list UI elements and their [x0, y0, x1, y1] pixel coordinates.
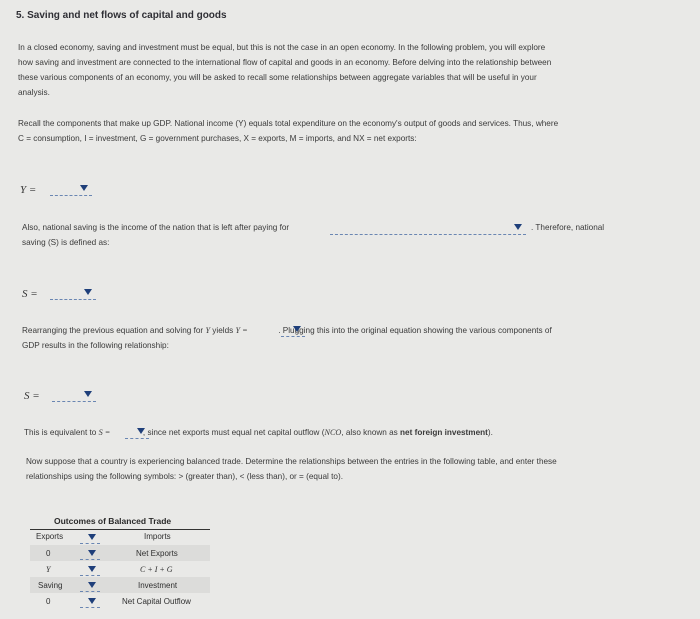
rearranging-pre: Rearranging the previous equation and solving for — [22, 326, 204, 335]
chevron-down-icon — [514, 224, 522, 230]
nco-symbol: NCO — [324, 428, 342, 437]
intro-line-3: these various components of an economy, you will be asked to recall some relationships between aggregate variables that will be useful in your — [18, 73, 537, 82]
relation-dropdown-header[interactable] — [80, 533, 100, 544]
chevron-down-icon — [84, 391, 92, 397]
equivalent-end: ). — [487, 428, 493, 437]
row4-left: 0 — [46, 597, 51, 606]
table-top-rule — [30, 529, 210, 530]
y-symbol: Y — [205, 326, 210, 335]
row3-left: Saving — [38, 581, 63, 590]
s-equals: S = — [98, 428, 111, 437]
eq2-label: S = — [22, 288, 38, 300]
equivalent-line — [24, 425, 493, 440]
y-equals: Y = — [235, 326, 248, 335]
also-tail: . Therefore, national — [531, 223, 605, 232]
eq3-dropdown[interactable] — [52, 389, 96, 402]
row1-left: 0 — [46, 549, 51, 558]
eq2-dropdown[interactable] — [50, 287, 96, 300]
relation-dropdown-3[interactable] — [80, 581, 100, 592]
table-row-shade — [30, 545, 210, 561]
header-exports: Exports — [36, 532, 64, 541]
y-solution-dropdown[interactable] — [281, 324, 305, 337]
recall-line-1: Recall the components that make up GDP. National income (Y) equals total expenditure on the economy's output of goods and services. Thus, where — [18, 119, 559, 128]
intro-line-2: how saving and investment are connected to the international flow of capital and goods in an economy. Before delving into the relationship between — [18, 58, 552, 67]
row3-right: Investment — [138, 581, 178, 590]
also-line-2: saving (S) is defined as: — [22, 238, 110, 247]
chevron-down-icon — [88, 598, 96, 604]
page-title: 5. Saving and net flows of capital and goods — [16, 10, 227, 21]
also-line-1: Also, national saving is the income of the nation that is left after paying for — [22, 223, 290, 232]
chevron-down-icon — [293, 326, 301, 332]
table-title: Outcomes of Balanced Trade — [54, 516, 172, 526]
recall-paragraph — [18, 116, 688, 146]
yields-text: yields — [212, 326, 234, 335]
intro-line-1: In a closed economy, saving and investment must be equal, but this is not the case in an open economy. In the following problem, you will explore — [18, 43, 546, 52]
relation-dropdown-4[interactable] — [80, 597, 100, 608]
s-equivalent-dropdown[interactable] — [125, 426, 149, 439]
eq1-dropdown[interactable] — [50, 183, 92, 196]
row2-left: Y — [46, 565, 51, 574]
chevron-down-icon — [84, 289, 92, 295]
chevron-down-icon — [88, 534, 96, 540]
intro-line-4: analysis. — [18, 88, 50, 97]
intro-paragraph — [18, 40, 688, 100]
row1-right: Net Exports — [136, 549, 178, 558]
chevron-down-icon — [88, 550, 96, 556]
rearranging-line-1 — [22, 323, 692, 338]
rearranging-post: . Plugging this into the original equation showing the various components of — [278, 326, 552, 335]
now-paragraph — [26, 454, 696, 484]
eq3-label: S = — [24, 390, 40, 402]
recall-line-2: C = consumption, I = investment, G = government purchases, X = exports, M = imports, and NX = net exports: — [18, 134, 417, 143]
chevron-down-icon — [88, 566, 96, 572]
equivalent-mid2: , also known as — [341, 428, 398, 437]
chevron-down-icon — [80, 185, 88, 191]
chevron-down-icon — [137, 428, 145, 434]
rearranging-line-2: GDP results in the following relationship: — [22, 341, 169, 350]
header-imports: Imports — [144, 532, 171, 541]
relation-dropdown-1[interactable] — [80, 549, 100, 560]
net-foreign-investment: net foreign investment — [400, 428, 488, 437]
now-line-2: relationships using the following symbols: > (greater than), < (less than), or = (equal to). — [26, 472, 343, 481]
equivalent-pre: This is equivalent to — [24, 428, 97, 437]
relation-dropdown-2[interactable] — [80, 565, 100, 576]
chevron-down-icon — [88, 582, 96, 588]
saving-definition-dropdown[interactable] — [330, 222, 526, 235]
eq1-label: Y = — [20, 184, 37, 196]
now-line-1: Now suppose that a country is experiencing balanced trade. Determine the relationships between the entries in the following table, and enter these — [26, 457, 557, 466]
row2-right: C + I + G — [140, 565, 173, 574]
equivalent-mid: , since net exports must equal net capital outflow ( — [142, 428, 325, 437]
row4-right: Net Capital Outflow — [122, 597, 191, 606]
